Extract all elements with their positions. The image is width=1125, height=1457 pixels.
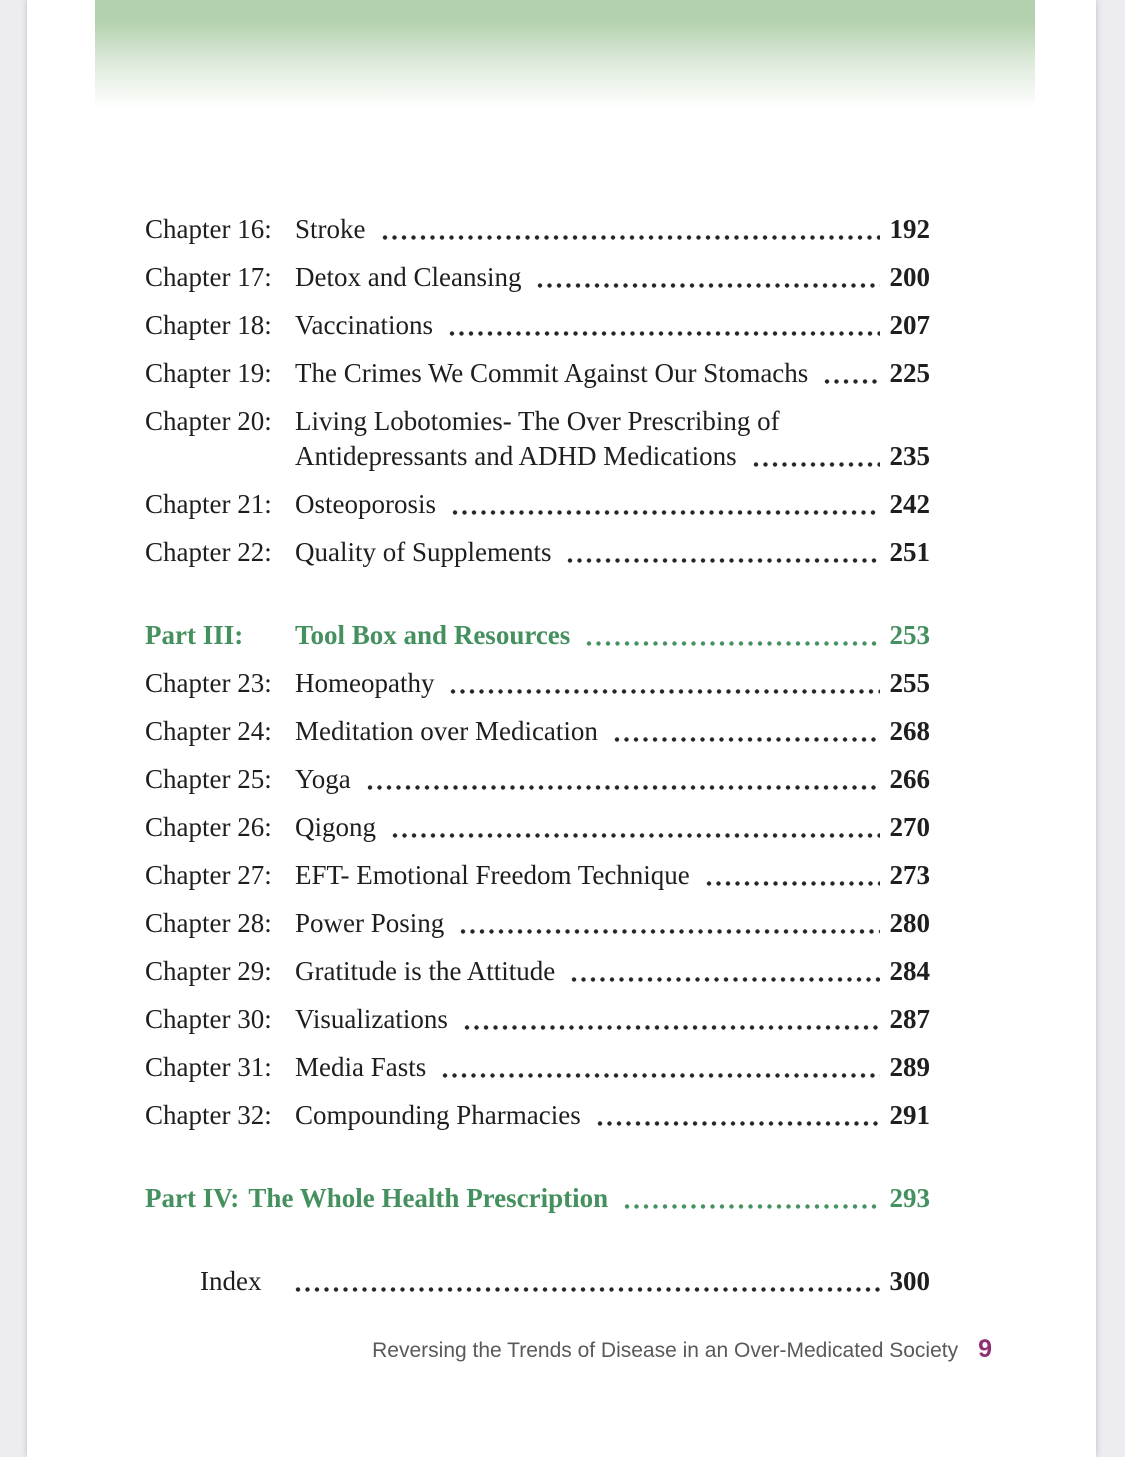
toc-page-number: 291 xyxy=(889,1100,930,1130)
toc-entry xyxy=(295,404,930,474)
toc-entry xyxy=(200,1264,930,1299)
toc-page-number: 300 xyxy=(889,1266,930,1296)
toc-title: Homeopathy xyxy=(295,668,435,698)
toc-title: Qigong xyxy=(295,812,376,842)
toc-title: Vaccinations xyxy=(295,310,433,340)
toc-entry xyxy=(295,1002,930,1037)
toc-entry xyxy=(295,260,930,295)
toc-entry xyxy=(295,1098,930,1133)
toc-label: Chapter 25: xyxy=(145,764,272,794)
dot-leader xyxy=(571,976,879,983)
toc-chapter-row xyxy=(145,1002,930,1037)
dot-leader xyxy=(597,1120,880,1127)
page-sheet xyxy=(27,0,1096,1457)
toc-chapter-row xyxy=(145,810,930,845)
toc-page-number: 207 xyxy=(889,310,930,340)
toc-title: Osteoporosis xyxy=(295,489,436,519)
toc-chapter-row xyxy=(145,714,930,749)
toc-entry xyxy=(295,1050,930,1085)
toc-chapter-row xyxy=(145,906,930,941)
dot-leader xyxy=(392,832,880,839)
toc-label: Part III: xyxy=(145,620,244,650)
toc-page-number: 268 xyxy=(889,716,930,746)
toc-title: Media Fasts xyxy=(295,1052,427,1082)
toc-title: Index xyxy=(200,1266,262,1296)
page-footer xyxy=(27,1335,1096,1364)
toc-title: Compounding Pharmacies xyxy=(295,1100,581,1130)
toc-title: Living Lobotomies- The Over Prescribing of xyxy=(295,406,780,436)
dot-leader xyxy=(624,1203,879,1210)
toc-title: Stroke xyxy=(295,214,366,244)
table-of-contents xyxy=(27,212,1096,1299)
dot-leader xyxy=(442,1072,879,1079)
dot-leader xyxy=(460,928,879,935)
toc-chapter-row xyxy=(145,308,930,343)
toc-entry xyxy=(295,487,930,522)
toc-page-number: 235 xyxy=(889,441,930,471)
dot-leader xyxy=(753,461,880,468)
toc-entry xyxy=(295,308,930,343)
toc-chapter-row xyxy=(145,404,930,474)
toc-page-number: 251 xyxy=(889,537,930,567)
toc-entry xyxy=(248,1181,930,1216)
toc-label: Chapter 27: xyxy=(145,860,272,890)
toc-chapter-row xyxy=(145,954,930,989)
toc-entry xyxy=(295,618,930,653)
toc-title: Antidepressants and ADHD Medications xyxy=(295,441,737,471)
dot-leader xyxy=(449,330,880,337)
toc-title: Gratitude is the Attitude xyxy=(295,956,556,986)
toc-page-number: 253 xyxy=(889,620,930,650)
toc-label: Chapter 30: xyxy=(145,1004,272,1034)
toc-part-row xyxy=(145,1181,930,1216)
dot-leader xyxy=(586,640,879,647)
toc-label: Chapter 21: xyxy=(145,489,272,519)
toc-title: Detox and Cleansing xyxy=(295,262,522,292)
toc-entry xyxy=(295,858,930,893)
toc-label: Chapter 17: xyxy=(145,262,272,292)
toc-label: Chapter 31: xyxy=(145,1052,272,1082)
toc-chapter-row xyxy=(145,212,930,247)
toc-page-number: 273 xyxy=(889,860,930,890)
footer-page-number: 9 xyxy=(978,1335,992,1363)
toc-page-number: 200 xyxy=(889,262,930,292)
toc-entry xyxy=(295,906,930,941)
dot-leader xyxy=(567,557,879,564)
toc-entry-line2 xyxy=(295,439,930,474)
toc-title: The Crimes We Commit Against Our Stomachs xyxy=(295,358,809,388)
toc-page-number: 266 xyxy=(889,764,930,794)
dot-leader xyxy=(706,880,880,887)
dot-leader xyxy=(295,1286,879,1293)
toc-chapter-row xyxy=(145,1050,930,1085)
toc-index-row xyxy=(145,1264,930,1299)
toc-chapter-row xyxy=(145,535,930,570)
toc-label: Part IV: xyxy=(145,1183,240,1213)
toc-label: Chapter 20: xyxy=(145,406,272,436)
toc-chapter-row xyxy=(145,762,930,797)
toc-label: Chapter 23: xyxy=(145,668,272,698)
toc-page-number: 255 xyxy=(889,668,930,698)
toc-entry xyxy=(295,535,930,570)
toc-part-row xyxy=(145,618,930,653)
toc-label: Chapter 22: xyxy=(145,537,272,567)
toc-chapter-row xyxy=(145,666,930,701)
toc-label: Chapter 19: xyxy=(145,358,272,388)
toc-entry xyxy=(295,954,930,989)
toc-title: Visualizations xyxy=(295,1004,448,1034)
toc-entry xyxy=(295,810,930,845)
dot-leader xyxy=(614,736,880,743)
toc-page-number: 293 xyxy=(889,1183,930,1213)
toc-chapter-row xyxy=(145,858,930,893)
toc-title: Meditation over Medication xyxy=(295,716,598,746)
header-gradient-band xyxy=(95,0,1035,112)
toc-page-number: 225 xyxy=(889,358,930,388)
toc-label: Chapter 24: xyxy=(145,716,272,746)
dot-leader xyxy=(537,282,879,289)
toc-label: Chapter 18: xyxy=(145,310,272,340)
toc-entry xyxy=(295,212,930,247)
toc-label: Chapter 32: xyxy=(145,1100,272,1130)
toc-label: Chapter 29: xyxy=(145,956,272,986)
toc-chapter-row xyxy=(145,487,930,522)
toc-title: Tool Box and Resources xyxy=(295,620,571,650)
toc-title: Power Posing xyxy=(295,908,445,938)
toc-page-number: 287 xyxy=(889,1004,930,1034)
toc-page-number: 242 xyxy=(889,489,930,519)
toc-page-number: 192 xyxy=(889,214,930,244)
toc-chapter-row xyxy=(145,260,930,295)
toc-label: Chapter 16: xyxy=(145,214,272,244)
toc-entry xyxy=(295,714,930,749)
toc-chapter-row xyxy=(145,1098,930,1133)
toc-page-number: 270 xyxy=(889,812,930,842)
footer-book-title: Reversing the Trends of Disease in an Over-Medicated Society xyxy=(372,1339,959,1362)
toc-label: Chapter 28: xyxy=(145,908,272,938)
toc-title: The Whole Health Prescription xyxy=(248,1183,609,1213)
toc-entry xyxy=(295,762,930,797)
toc-page-number: 280 xyxy=(889,908,930,938)
dot-leader xyxy=(367,784,880,791)
toc-entry xyxy=(295,356,930,391)
toc-page-number: 289 xyxy=(889,1052,930,1082)
toc-chapter-row xyxy=(145,356,930,391)
dot-leader xyxy=(452,509,880,516)
toc-entry xyxy=(295,666,930,701)
toc-label: Chapter 26: xyxy=(145,812,272,842)
dot-leader xyxy=(450,688,879,695)
dot-leader xyxy=(824,378,879,385)
toc-page-number: 284 xyxy=(889,956,930,986)
dot-leader xyxy=(464,1024,880,1031)
toc-title: EFT- Emotional Freedom Technique xyxy=(295,860,690,890)
dot-leader xyxy=(382,234,880,241)
toc-title: Quality of Supplements xyxy=(295,537,552,567)
toc-title: Yoga xyxy=(295,764,351,794)
